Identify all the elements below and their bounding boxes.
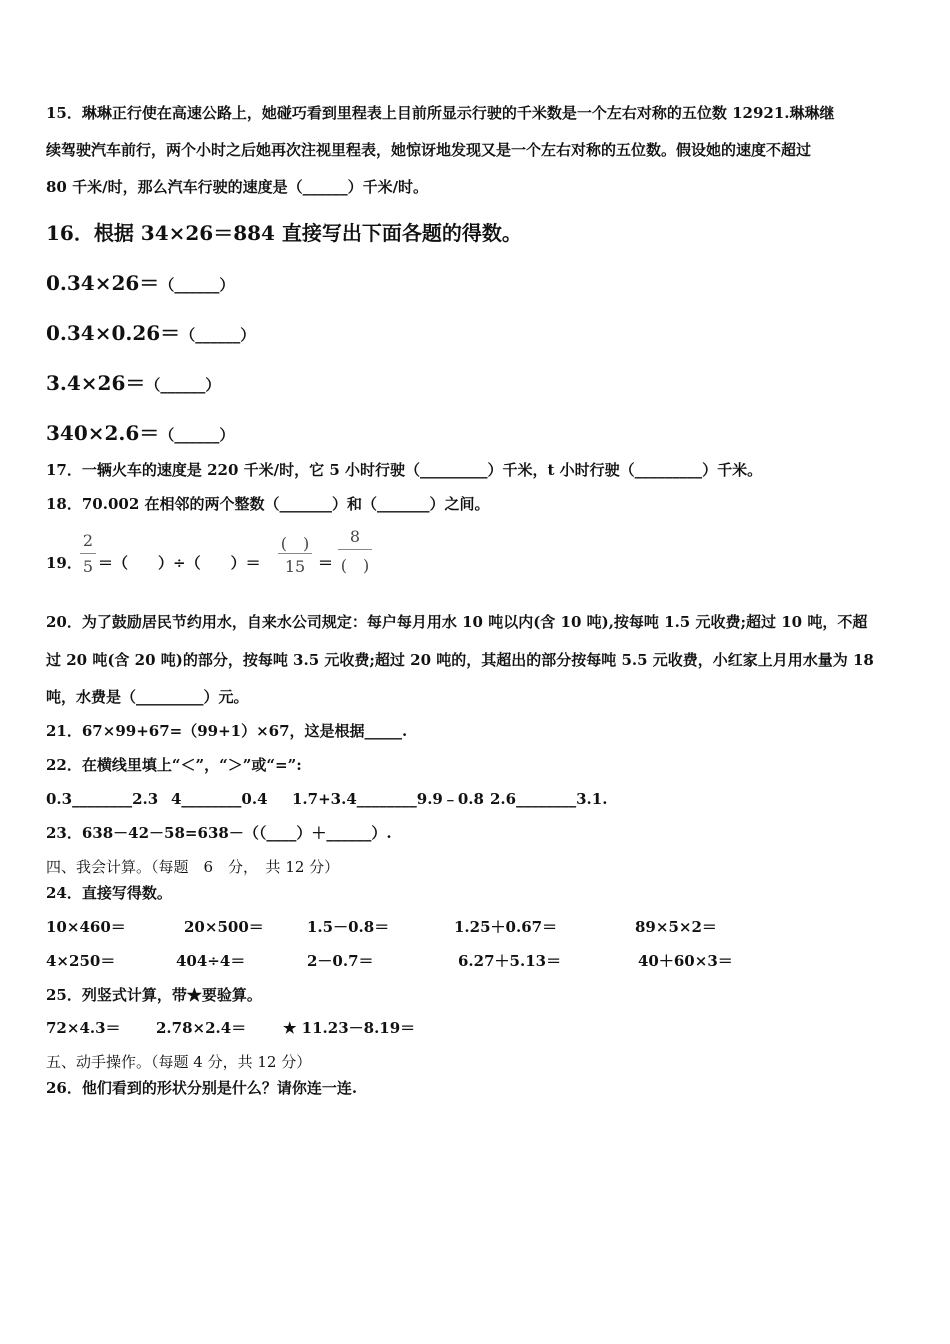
q19-frac3-numerator: 8: [349, 527, 361, 546]
q20-line2: 过 20 吨(含 20 吨)的部分，按每吨 3.5 元收费;超过 20 吨的，其超出的部分按每吨 5.5 元收费，小红家上月用水量为 18: [46, 651, 874, 669]
q24-r2-c5: 40＋60×3＝: [638, 952, 733, 970]
q20-line3: 吨，水费是（_________）元。: [46, 688, 249, 706]
q24-r1-c5: 89×5×2＝: [635, 918, 717, 936]
q21-text: 21．67×99+67=（99+1）×67，这是根据_____.: [46, 722, 408, 740]
q16-title: 16．根据 34×26＝884 直接写出下面各题的得数。: [46, 221, 522, 245]
q25-item-3: ★ 11.23－8.19＝: [283, 1019, 416, 1037]
q19-middle: ＝（ ）÷（ ）＝: [98, 554, 261, 572]
section4-heading: 四、我会计算。（每题 6 分， 共 12 分）: [46, 858, 340, 876]
q24-title: 24．直接写得数。: [46, 884, 172, 902]
q19-frac2-bar: [278, 553, 312, 554]
q19-frac3-denominator: ( ): [340, 556, 370, 575]
q18-text: 18．70.002 在相邻的两个整数（_______）和（_______）之间。: [46, 495, 490, 513]
q15-line2: 续驾驶汽车前行，两个小时之后她再次注视里程表，她惊讶地发现又是一个左右对称的五位数。假设她的速度不超过: [46, 141, 812, 159]
q15-line3: 80 千米/时，那么汽车行驶的速度是（______）千米/时。: [46, 178, 429, 196]
q22-item-2: 4________0.4: [171, 790, 268, 808]
q19-frac2-denominator: 15: [284, 557, 306, 576]
q16-item-3-expr: 3.4×26＝: [46, 371, 146, 395]
q16-item-1-blank: （______）: [159, 276, 235, 294]
q19-frac1-denominator: 5: [82, 557, 94, 576]
q17-text: 17．一辆火车的速度是 220 千米/时，它 5 小时行驶（_________）千米，t 小时行驶（_________）千米。: [46, 461, 763, 479]
q16-item-3: [46, 370, 220, 396]
q19-frac2-numerator: ( ): [280, 534, 310, 553]
q25-title: 25．列竖式计算，带★要验算。: [46, 986, 262, 1004]
q16-item-2-blank: （______）: [180, 326, 256, 344]
q24-r1-c4: 1.25＋0.67＝: [454, 918, 558, 936]
q16-item-4: [46, 420, 234, 446]
q20-line1: 20．为了鼓励居民节约用水，自来水公司规定：每户每月用水 10 吨以内(含 10 吨),按每吨 1.5 元收费;超过 10 吨，不超: [46, 613, 868, 631]
q16-item-1: [46, 270, 234, 296]
q24-r2-c2: 404÷4＝: [176, 952, 246, 970]
q24-r1-c1: 10×460＝: [46, 918, 126, 936]
q19-label: 19．: [46, 554, 82, 572]
q19-frac1-bar: [80, 553, 96, 554]
q23-text: 23．638－42－58=638－（（____）＋______）.: [46, 824, 392, 842]
q16-item-2-expr: 0.34×0.26＝: [46, 321, 181, 345]
q24-r1-c3: 1.5－0.8＝: [307, 918, 390, 936]
q19-frac1-numerator: 2: [82, 531, 94, 550]
q16-item-2: [46, 320, 255, 346]
q19-eq: ＝: [318, 554, 334, 572]
q24-r2-c4: 6.27＋5.13＝: [458, 952, 562, 970]
q26-text: 26．他们看到的形状分别是什么？请你连一连.: [46, 1079, 358, 1097]
q22-item-3: 1.7+3.4________9.9﹣0.8: [292, 790, 484, 808]
q24-r2-c3: 2－0.7＝: [307, 952, 374, 970]
q24-r2-c1: 4×250＝: [46, 952, 116, 970]
q25-item-2: 2.78×2.4＝: [156, 1019, 247, 1037]
q15-line1: 15．琳琳正行使在高速公路上，她碰巧看到里程表上目前所显示行驶的千米数是一个左右对称的五位数 12921.琳琳继: [46, 104, 835, 122]
q25-item-1: 72×4.3＝: [46, 1019, 121, 1037]
q22-item-4: 2.6________3.1.: [490, 790, 608, 808]
q24-r1-c2: 20×500＝: [184, 918, 264, 936]
q19-frac3-bar: [338, 549, 372, 550]
section5-heading: 五、动手操作。（每题 4 分，共 12 分）: [46, 1053, 312, 1071]
q16-item-1-expr: 0.34×26＝: [46, 271, 160, 295]
q22-title: 22．在横线里填上“＜”，“＞”或“=”:: [46, 756, 302, 774]
q16-item-4-expr: 340×2.6＝: [46, 421, 160, 445]
q16-item-3-blank: （______）: [145, 376, 221, 394]
q22-item-1: 0.3________2.3: [46, 790, 159, 808]
q16-item-4-blank: （______）: [159, 426, 235, 444]
